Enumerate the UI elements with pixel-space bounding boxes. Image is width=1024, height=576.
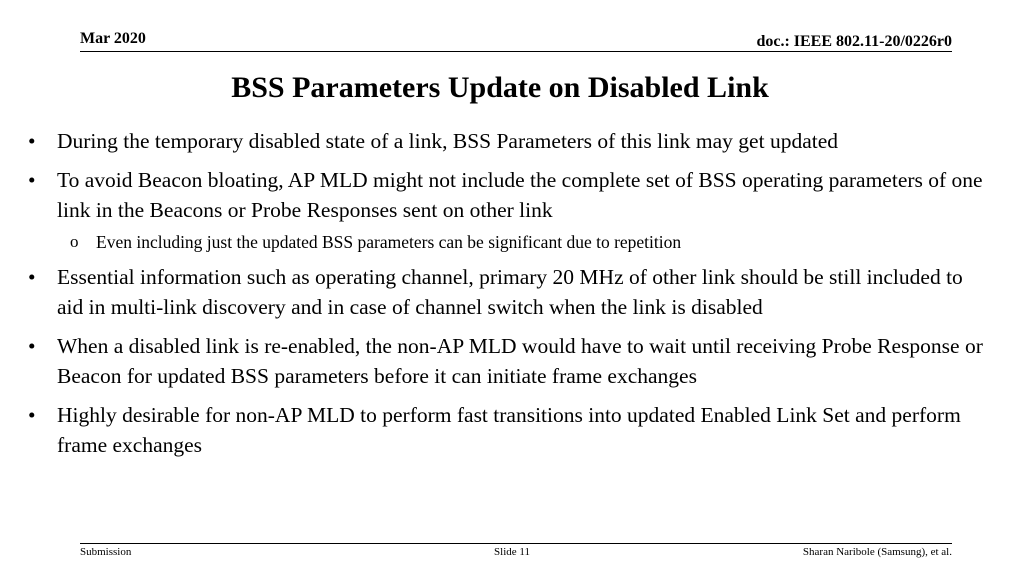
bullet-item [24,400,994,461]
bullet-item [24,165,994,226]
header-divider [80,51,952,52]
bullet-text: During the temporary disabled state of a link, BSS Parameters of this link may get updated [57,129,839,153]
bullet-marker: • [28,333,36,358]
footer-divider [80,543,952,544]
footer-submission: Submission [80,546,132,558]
sub-bullet-item [24,230,994,254]
bullet-marker: • [28,264,36,289]
bullet-marker: • [28,129,36,153]
bullet-text: Highly desirable for non-AP MLD to perform fast transitions into updated Enabled Link Set and perform frame exchanges [57,402,961,457]
bullet-list [24,126,994,469]
bullet-marker: • [28,402,36,427]
bullet-item [24,262,994,323]
bullet-text: Essential information such as operating channel, primary 20 MHz of other link should be still included to aid in multi-link discovery and in case of channel switch when the link is disabled [57,264,963,319]
bullet-text: To avoid Beacon bloating, AP MLD might not include the complete set of BSS operating parameters of one link in the Beacons or Probe Responses sent on other link [57,167,983,222]
sub-bullet-marker: o [70,231,79,251]
sub-bullet-text: Even including just the updated BSS parameters can be significant due to repetition [96,231,682,252]
slide-title: BSS Parameters Update on Disabled Link [231,71,769,104]
footer-author: Sharan Naribole (Samsung), et al. [802,546,952,558]
bullet-marker: • [28,167,36,192]
header-date: Mar 2020 [80,30,146,47]
bullet-item [24,126,994,157]
bullet-item [24,331,994,392]
header-doc-id: doc.: IEEE 802.11-20/0226r0 [756,33,952,50]
bullet-text: When a disabled link is re-enabled, the non-AP MLD would have to wait until receiving Probe Response or Beacon for updated BSS parameters before it can initiate frame exchanges [57,333,983,388]
footer-slide-number: Slide 11 [494,546,530,558]
